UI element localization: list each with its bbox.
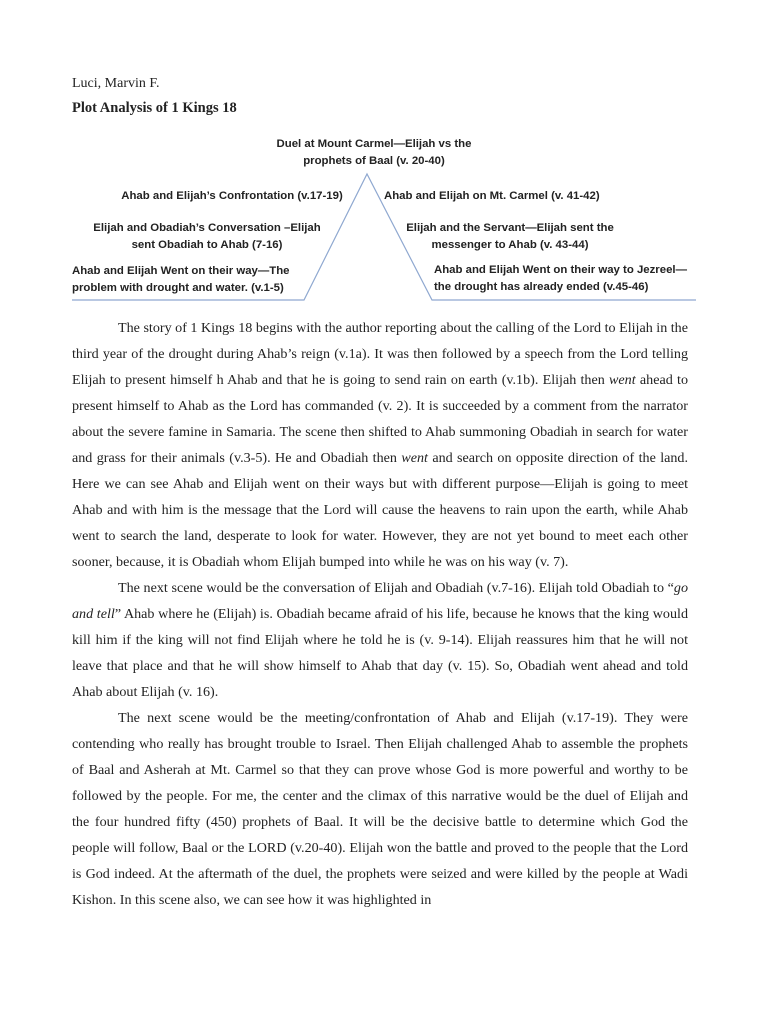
falling-action-1-label xyxy=(384,188,644,205)
falling-action-2-label xyxy=(392,220,628,254)
rising-action-3-line-1: Ahab and Elijah’s Confrontation (v.17-19) xyxy=(121,190,343,202)
author-name: Luci, Marvin F. xyxy=(72,76,160,91)
rising-action-2-line-1: Elijah and Obadiah’s Conversation –Elijah xyxy=(93,222,321,234)
rising-action-3-label xyxy=(104,188,360,205)
plot-diagram xyxy=(0,128,768,314)
italic-text-run: went xyxy=(609,372,636,388)
text-run: ahead to present himself to Ahab as the Lord has commanded (v. 2). It is succeeded by a comment from the narrator about the severe famine in Samaria. The scene then shifted to Ahab summoning Obadiah in search for water and grass for their animals (v.3-5). He and Obadiah then xyxy=(72,372,688,466)
exposition-label xyxy=(72,263,312,297)
document-title: Plot Analysis of 1 Kings 18 xyxy=(72,100,237,116)
text-run: and search on opposite direction of the land. Here we can see Ahab and Elijah went on their ways but with different purpose—Elijah is going to meet Ahab and with him is the message that the Lord will cause the heavens to rain upon the earth, while Ahab went to search the land, desperate to look for water. However, they are not yet bound to meet each other sooner, because, it is Obadiah whom Elijah bumped into while he was on his way (v. 7). xyxy=(72,450,688,570)
falling-action-2-line-2: messenger to Ahab (v. 43-44) xyxy=(431,239,589,251)
resolution-label xyxy=(434,262,734,296)
text-run: ” Ahab where he (Elijah) is. Obadiah became afraid of his life, because he knows that the king would kill him if the king will not find Elijah where he told he is (v. 9-14). Elijah reassures him that he will not leave that place and that he will show himself to Ahab that day (v. 15). So, Obadiah went ahead and told Ahab about Elijah (v. 16). xyxy=(72,606,688,700)
text-run: The next scene would be the meeting/confrontation of Ahab and Elijah (v.17-19). They were contending who really has brought trouble to Israel. Then Elijah challenged Ahab to assemble the prophets of Baal and Asherah at Mt. Carmel so that they can prove whose God is more powerful and worthy to be followed by the people. For me, the center and the climax of this narrative would be the duel of Elijah and the four hundred fifty (450) prophets of Baal. It will be the decisive battle to determine which God the people will follow, Baal or the LORD (v.20-40). Elijah won the battle and proved to the people that the Lord is God indeed. At the aftermath of the duel, the prophets were seized and were killed by the people at Wadi Kishon. In this scene also, we can see how it was highlighted in xyxy=(72,710,688,908)
paragraph xyxy=(72,705,688,913)
climax-line-1: Duel at Mount Carmel—Elijah vs the xyxy=(276,138,472,150)
text-run: The story of 1 Kings 18 begins with the author reporting about the calling of the Lord to Elijah in the third year of the drought during Ahab’s reign (v.1a). It was then followed by a speech from the Lord telling Elijah to present himself h Ahab and that he is going to send rain on earth (v.1b). Elijah then xyxy=(72,320,688,388)
paragraph xyxy=(72,575,688,705)
rising-action-2-label xyxy=(82,220,332,254)
climax-line-2: prophets of Baal (v. 20-40) xyxy=(303,155,445,167)
exposition-line-2: problem with drought and water. (v.1-5) xyxy=(72,282,284,294)
falling-action-2-line-1: Elijah and the Servant—Elijah sent the xyxy=(406,222,614,234)
resolution-line-2: the drought has already ended (v.45-46) xyxy=(434,281,649,293)
paragraph xyxy=(72,315,688,575)
climax-label xyxy=(252,136,496,170)
falling-action-1-line-1: Ahab and Elijah on Mt. Carmel (v. 41-42) xyxy=(384,190,600,202)
exposition-line-1: Ahab and Elijah Went on their way—The xyxy=(72,265,290,277)
rising-action-2-line-2: sent Obadiah to Ahab (7-16) xyxy=(131,239,283,251)
body-text xyxy=(72,315,688,913)
italic-text-run: go and tell xyxy=(72,580,688,622)
text-run: The next scene would be the conversation of Elijah and Obadiah (v.7-16). Elijah told Obadiah to “ xyxy=(118,580,674,596)
resolution-line-1: Ahab and Elijah Went on their way to Jezreel— xyxy=(434,264,687,276)
italic-text-run: went xyxy=(401,450,428,466)
